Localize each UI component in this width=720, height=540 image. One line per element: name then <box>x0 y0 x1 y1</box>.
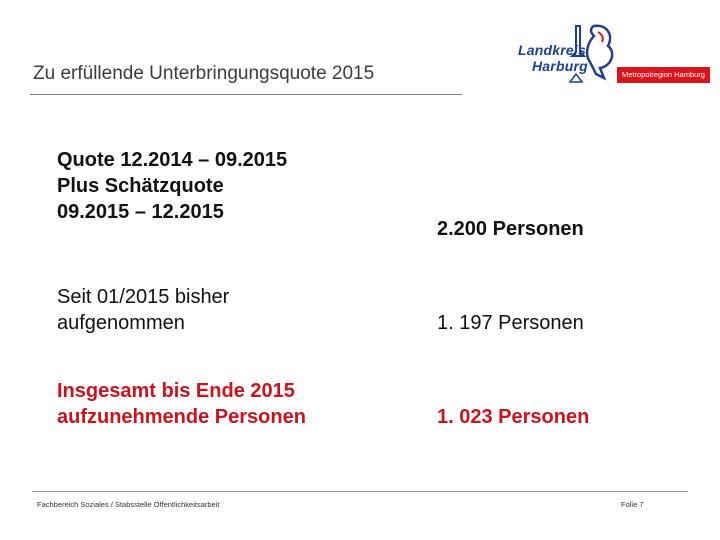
footer-divider <box>32 491 688 492</box>
row-1-label-line-2: Plus Schätzquote <box>57 175 224 197</box>
row-3-label <box>57 378 306 430</box>
logo-line-landkreis: Landkreis <box>518 42 586 58</box>
logo-line-harburg: Harburg <box>532 58 588 74</box>
row-1-label <box>57 147 287 225</box>
footer-slide-number: Folie 7 <box>621 500 644 509</box>
row-3-label-line-1: Insgesamt bis Ende 2015 <box>57 380 295 402</box>
title-divider <box>30 94 462 95</box>
row-3-value: 1. 023 Personen <box>437 406 590 428</box>
row-2-label-line-1: Seit 01/2015 bisher <box>57 286 230 308</box>
slide-title: Zu erfüllende Unterbringungsquote 2015 <box>33 63 375 84</box>
footer-department: Fachbereich Soziales / Stabsstelle Öffentlichkeitsarbeit <box>37 500 220 509</box>
row-1-label-line-1: Quote 12.2014 – 09.2015 <box>57 149 288 171</box>
row-1-value: 2.200 Personen <box>437 218 584 240</box>
row-1-label-line-3: 09.2015 – 12.2015 <box>57 201 224 223</box>
row-2-label <box>57 284 229 336</box>
row-3-label-line-2: aufzunehmende Personen <box>57 406 306 428</box>
row-2-value: 1. 197 Personen <box>437 312 584 334</box>
row-2-label-line-2: aufgenommen <box>57 312 185 334</box>
landkreis-harburg-logo <box>514 22 714 94</box>
metropolregion-badge: Metropolregion Hamburg <box>617 67 710 83</box>
